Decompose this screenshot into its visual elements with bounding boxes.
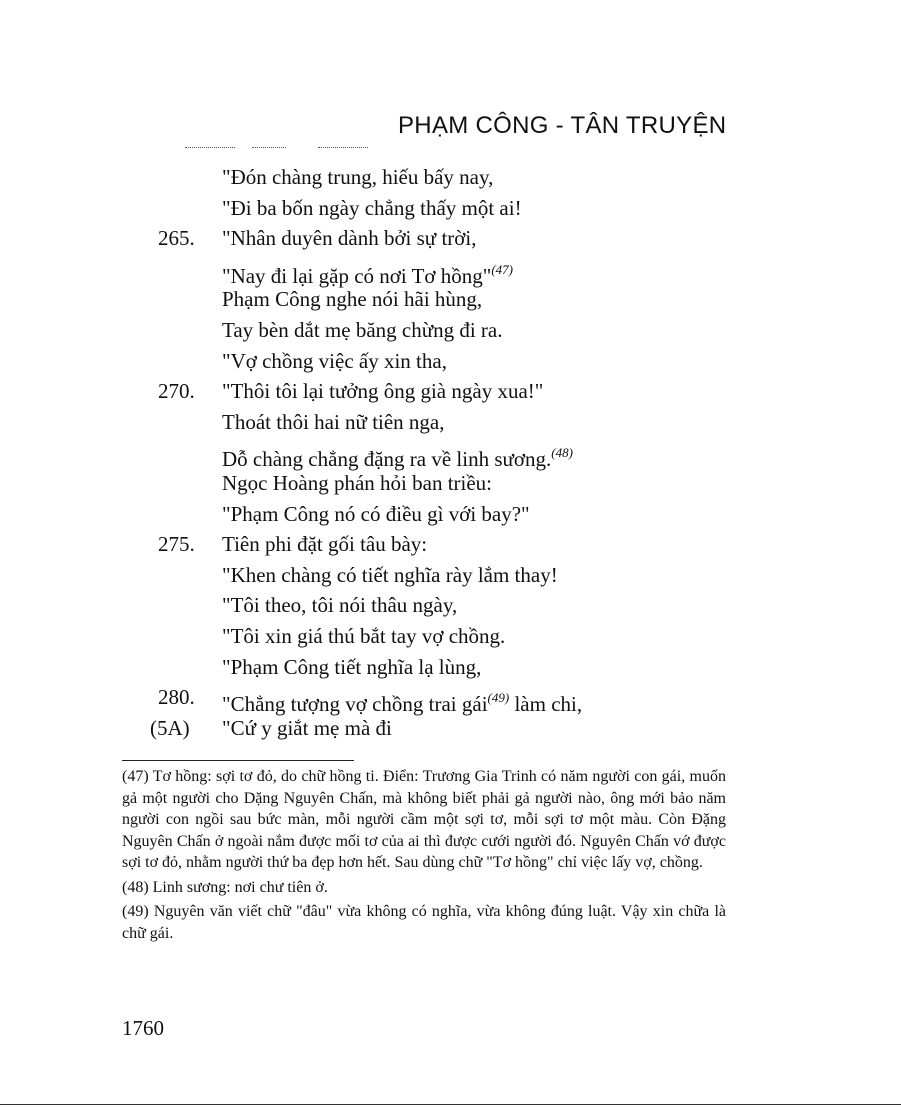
verse-line (0, 409, 901, 436)
verse-text (222, 501, 530, 528)
page-number: 1760 (122, 1016, 164, 1040)
verse-line (0, 164, 901, 191)
verse-text-main: "Phạm Công nó có điều gì với bay?" (222, 502, 530, 526)
verse-line (0, 654, 901, 681)
verse-line (0, 501, 901, 528)
verse-text-main: Dỗ chàng chẳng đặng ra về linh sương. (222, 447, 552, 471)
verse-text-main: "Đón chàng trung, hiếu bấy nay, (222, 165, 494, 189)
verse-line (0, 439, 901, 471)
footnote-marker: (47) (491, 262, 514, 277)
verse-line (0, 286, 901, 313)
verse-line (0, 531, 901, 558)
footnote-49: (49) Nguyên văn viết chữ "đâu" vừa không có nghĩa, vừa không đúng luật. Vậy xin chữa là chữ gái. (122, 903, 726, 942)
verse-number: 265. (158, 226, 195, 250)
verse-line (0, 623, 901, 650)
verse-number: 280. (158, 685, 195, 709)
verse-text-main: Tay bèn dắt mẹ băng chừng đi ra. (222, 318, 503, 342)
verse-text (222, 225, 476, 252)
verse-text-main: "Khen chàng có tiết nghĩa rày lắm thay! (222, 563, 558, 587)
footnotes (122, 766, 726, 944)
verse-text (222, 562, 558, 589)
page-bottom-edge (0, 1104, 901, 1105)
header-divider-mid (252, 147, 286, 149)
verse-text (222, 470, 492, 497)
verse-text-main: "Cứ y giắt mẹ mà đi (222, 716, 392, 740)
verse-text (222, 439, 573, 473)
verse-text (222, 409, 445, 436)
verse-number: 275. (158, 532, 195, 556)
verse-text (222, 715, 392, 742)
verse-text-main: Phạm Công nghe nói hãi hùng, (222, 287, 483, 311)
verse-line (0, 378, 901, 405)
verse-text-main: "Nay đi lại gặp có nơi Tơ hồng" (222, 264, 492, 288)
running-header: PHẠM CÔNG - TÂN TRUYỆN (398, 112, 727, 139)
verse-text-main: Thoát thôi hai nữ tiên nga, (222, 410, 445, 434)
verse-text (222, 623, 505, 650)
verse-text (222, 654, 481, 681)
header-divider-left (185, 147, 235, 149)
verse-text-main: "Tôi theo, tôi nói thâu ngày, (222, 593, 458, 617)
verse-line (0, 256, 901, 288)
verse-text (222, 531, 427, 558)
verse-text-main: Ngọc Hoàng phán hỏi ban triều: (222, 471, 493, 495)
verse-line (0, 195, 901, 222)
verse-text-main: "Tôi xin giá thú bắt tay vợ chồng. (222, 624, 506, 648)
verse-text-main: "Thôi tôi lại tưởng ông già ngày xua!" (222, 379, 544, 403)
verse-text (222, 684, 582, 718)
footnote-marker: (48) (551, 445, 573, 460)
verse-text-main: "Chẳng tượng vợ chồng trai gái (222, 692, 488, 716)
verse-number: (5A) (150, 716, 190, 740)
verse-text-after: làm chi, (509, 692, 583, 716)
verse-line (0, 715, 901, 742)
verse-text-main: "Nhân duyên dành bởi sự trời, (222, 226, 477, 250)
verse-text-main: "Vợ chồng việc ấy xin tha, (222, 349, 447, 373)
footnote-48: (48) Linh sương: nơi chư tiên ở. (122, 878, 328, 896)
verse-text (222, 164, 493, 191)
footnote-rule (122, 760, 354, 761)
verse-text (222, 348, 447, 375)
verse-text (222, 592, 457, 619)
verse-line (0, 470, 901, 497)
verse-text-main: "Đi ba bốn ngày chẳng thấy một ai! (222, 196, 522, 220)
verse-text-main: Tiên phi đặt gối tâu bày: (222, 532, 428, 556)
verse-text (222, 256, 513, 290)
footnote-marker: (49) (487, 690, 510, 705)
verse-text (222, 378, 543, 405)
verse-line (0, 225, 901, 252)
verse-line (0, 348, 901, 375)
verse-number: 270. (158, 379, 195, 403)
header-divider-right (318, 147, 368, 149)
verse-text (222, 195, 522, 222)
verse-text (222, 286, 482, 313)
verse-line (0, 684, 901, 716)
verse-line (0, 592, 901, 619)
footnote-47: (47) Tơ hồng: sợi tơ đỏ, do chữ hồng ti. Điển: Trương Gia Trinh có năm người con gái, muốn gả một người cho Dặng Nguyên Chấn, mà không biết phải gả người nào, ông mới bảo năm người con ngồi sau bức màn, mỗi người cầm một sợi tơ, mỗi sợi tơ một màu. Còn Đặng Nguyên Chấn ở ngoài nắm được mối tơ của ai thì được cưới người đó. Nguyên Chấn vớ được sợi tơ đỏ, nhằm người thứ ba đẹp hơn hết. Sau dùng chữ "Tơ hồng" chỉ việc lấy vợ, chồng. (122, 768, 726, 871)
verse-line (0, 562, 901, 589)
verse-line (0, 317, 901, 344)
verse-text-main: "Phạm Công tiết nghĩa lạ lùng, (222, 655, 482, 679)
verse-text (222, 317, 503, 344)
